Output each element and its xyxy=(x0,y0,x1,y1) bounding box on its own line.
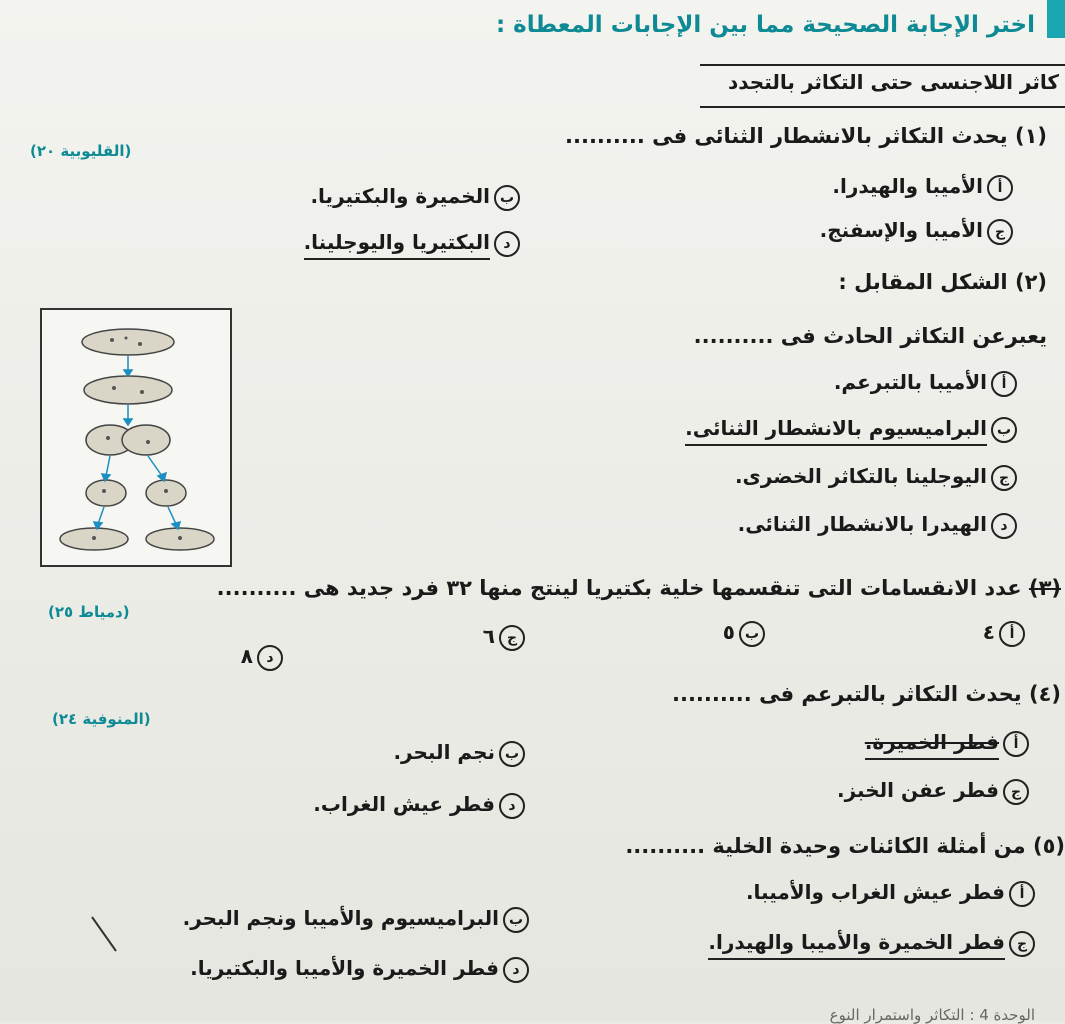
question-2 xyxy=(838,270,1047,294)
q1-option-d-text: البكتيريا واليوجلينا. xyxy=(304,230,490,260)
q2-option-d-letter: د xyxy=(991,513,1017,539)
q3-option-d-text: ٨ xyxy=(240,644,253,668)
q4-option-c[interactable] xyxy=(837,778,1029,805)
question-2-text-line2: يعبرعن التكاثر الحادث فى .......... xyxy=(693,324,1047,348)
q1-option-a-text: الأميبا والهيدرا. xyxy=(832,174,983,198)
q5-option-b-text: البراميسيوم والأميبا ونجم البحر. xyxy=(182,906,499,930)
q4-option-c-text: فطر عفن الخبز. xyxy=(837,778,999,802)
q5-option-a-text: فطر عيش الغراب والأميبا. xyxy=(745,880,1005,904)
q3-option-a-text: ٤ xyxy=(982,620,995,644)
q5-option-d-text: فطر الخميرة والأميبا والبكتيريا. xyxy=(190,956,499,980)
question-3-text: عدد الانقسامات التى تنقسمها خلية بكتيريا لينتج منها ٣٢ فرد جديد هى .......... xyxy=(216,576,1022,600)
question-1-text: يحدث التكاثر بالانشطار الثنائى فى .......... xyxy=(565,124,1008,148)
q2-option-c[interactable] xyxy=(735,464,1017,491)
q1-option-a[interactable] xyxy=(832,174,1013,201)
q1-option-c-text: الأميبا والإسفنج. xyxy=(819,218,983,242)
q1-option-c-letter: ج xyxy=(987,219,1013,245)
question-2-number: (٢) xyxy=(1014,270,1047,294)
q2-option-d[interactable] xyxy=(738,512,1017,539)
q1-option-b-text: الخميرة والبكتيريا. xyxy=(310,184,490,208)
q5-option-b-letter: ب xyxy=(503,907,529,933)
arrow-5 xyxy=(98,507,104,524)
question-4-text: يحدث التكاثر بالتبرعم فى .......... xyxy=(671,682,1022,706)
q3-option-d[interactable] xyxy=(241,644,283,671)
q3-option-c[interactable] xyxy=(483,624,525,651)
q1-option-d[interactable] xyxy=(304,230,520,257)
q2-option-b[interactable] xyxy=(685,416,1017,443)
q3-option-d-letter: د xyxy=(257,645,283,671)
q2-option-a-text: الأميبا بالتبرعم. xyxy=(833,370,987,394)
q5-option-d-letter: د xyxy=(503,957,529,983)
q2-option-d-text: الهيدرا بالانشطار الثنائى. xyxy=(737,512,987,536)
q4-option-d-text: فطر عيش الغراب. xyxy=(313,792,495,816)
question-4-number: (٤) xyxy=(1028,682,1061,706)
paramecium-stage-1 xyxy=(82,329,174,355)
q3-option-b-text: ٥ xyxy=(722,620,735,644)
q1-option-b-letter: ب xyxy=(494,185,520,211)
arrow-3 xyxy=(106,456,110,476)
arrow-4 xyxy=(148,456,162,476)
q4-option-b[interactable] xyxy=(393,740,525,767)
q1-option-a-letter: أ xyxy=(987,175,1013,201)
question-3-source: (دمياط ٢٥) xyxy=(48,603,130,621)
paramecium-fission-figure xyxy=(40,308,232,567)
question-4-source: (المنوفية ٢٤) xyxy=(52,710,151,728)
q2-option-a[interactable] xyxy=(834,370,1017,397)
question-4 xyxy=(672,682,1061,706)
page-footer: الوحدة 4 : التكاثر واستمرار النوع xyxy=(829,1006,1035,1024)
q3-option-a-letter: أ xyxy=(999,621,1025,647)
q4-option-a[interactable] xyxy=(865,730,1029,757)
q5-option-c[interactable] xyxy=(708,930,1035,957)
q3-option-c-letter: ج xyxy=(499,625,525,651)
q2-option-c-text: اليوجلينا بالتكاثر الخضرى. xyxy=(734,464,987,488)
question-5 xyxy=(625,834,1065,858)
question-5-number: (٥) xyxy=(1032,834,1065,858)
q4-option-d-letter: د xyxy=(499,793,525,819)
pencil-mark-icon xyxy=(90,915,120,955)
q3-option-b[interactable] xyxy=(723,620,765,647)
q2-option-b-letter: ب xyxy=(991,417,1017,443)
q3-option-b-letter: ب xyxy=(739,621,765,647)
q4-option-b-text: نجم البحر. xyxy=(393,740,495,764)
q3-option-a[interactable] xyxy=(983,620,1025,647)
q4-option-a-text: فطر الخميرة. xyxy=(865,730,999,760)
fission-diagram xyxy=(42,310,230,565)
q5-option-c-text: فطر الخميرة والأميبا والهيدرا. xyxy=(708,930,1005,960)
question-1-source: (القليوبية ٢٠) xyxy=(30,142,132,160)
question-2-text: الشكل المقابل : xyxy=(838,270,1008,294)
q4-option-c-letter: ج xyxy=(1003,779,1029,805)
arrow-6 xyxy=(168,507,176,524)
q4-option-d[interactable] xyxy=(313,792,525,819)
q5-option-a[interactable] xyxy=(746,880,1035,907)
q1-option-d-letter: د xyxy=(494,231,520,257)
q4-option-a-letter: أ xyxy=(1003,731,1029,757)
paramecium-stage-2 xyxy=(84,376,172,404)
paramecium-stage-4-left xyxy=(86,480,126,506)
q5-option-b[interactable] xyxy=(183,906,529,933)
paramecium-stage-3-right xyxy=(122,425,170,455)
q1-option-b[interactable] xyxy=(310,184,520,211)
q2-option-c-letter: ج xyxy=(991,465,1017,491)
q5-option-a-letter: أ xyxy=(1009,881,1035,907)
q2-option-a-letter: أ xyxy=(991,371,1017,397)
q3-option-c-text: ٦ xyxy=(482,624,495,648)
question-3-number: (٣) xyxy=(1028,576,1061,600)
section-title: كاثر اللاجنسى حتى التكاثر بالتجدد xyxy=(727,70,1059,94)
q2-option-b-text: البراميسيوم بالانشطار الثنائى. xyxy=(685,416,987,446)
question-3 xyxy=(217,576,1061,600)
page-title: اختر الإجابة الصحيحة مما بين الإجابات المعطاة : xyxy=(495,12,1035,38)
title-accent-bar xyxy=(1047,0,1065,38)
q1-option-c[interactable] xyxy=(820,218,1013,245)
question-5-text: من أمثلة الكائنات وحيدة الخلية .......... xyxy=(625,834,1026,858)
q5-option-c-letter: ج xyxy=(1009,931,1035,957)
question-1 xyxy=(565,124,1047,148)
question-1-number: (١) xyxy=(1014,124,1047,148)
q4-option-b-letter: ب xyxy=(499,741,525,767)
q5-option-d[interactable] xyxy=(190,956,529,983)
